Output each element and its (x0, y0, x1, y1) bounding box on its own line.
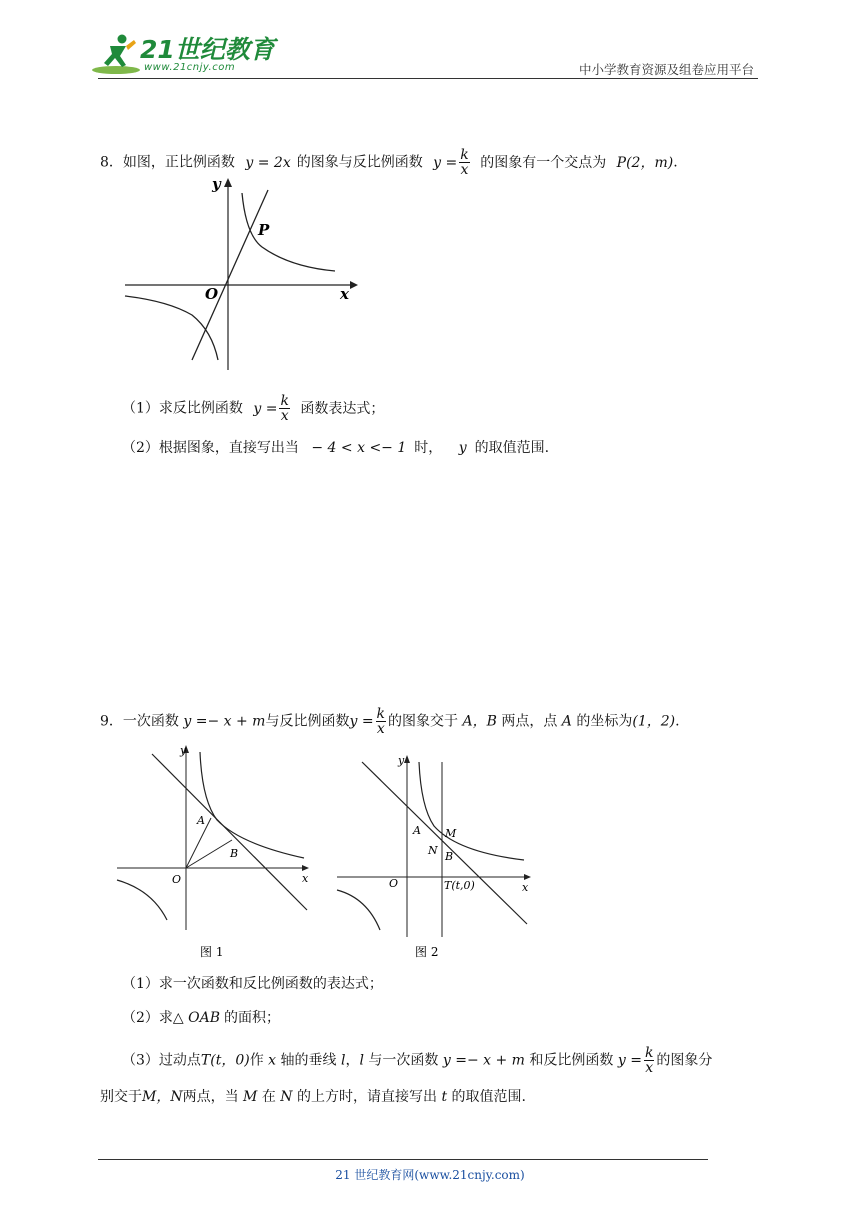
fig2-label-y: y (398, 754, 405, 767)
fig1-label-x: x (302, 872, 309, 885)
logo-url: www.21cnjy.com (144, 62, 236, 73)
fig2-label-o: O (389, 877, 399, 890)
q8-label-x: x (340, 285, 349, 303)
q9-sub2: （2）求△ OAB 的面积； (122, 1010, 281, 1026)
runner-logo-icon (92, 32, 142, 76)
fig1-hyperbola-branch-1 (200, 752, 304, 858)
q8-hyperbola-branch-2 (125, 296, 218, 360)
fig1-caption: 图 1 (200, 945, 224, 959)
fig1-label-y: y (180, 744, 187, 757)
q8-y-arrow-icon (224, 178, 232, 187)
fig2-label-m: M (445, 827, 457, 840)
q8-number: 8． (100, 154, 123, 171)
q8-label-y: y (212, 175, 221, 193)
q8-label-p: P (258, 221, 270, 239)
fig1-hyperbola-branch-2 (117, 880, 167, 920)
q9-sub3-line1: （3）过动点T(t，0)作 x 轴的垂线 l，l 与一次函数 y =− x + m 和反比例函数 y = $\frac{k}{x}$ 的图象分 (122, 1045, 713, 1076)
fig2-label-a: A (413, 824, 421, 837)
fig2-label-t: T(t,0) (444, 879, 475, 892)
q8-hyperbola-branch-1 (242, 193, 335, 271)
q8-eq-line: y = 2x (245, 154, 291, 171)
fig2-x-arrow-icon (524, 874, 531, 880)
q8-sub1: （1）求反比例函数 y = $\frac{k}{x}$ 函数表达式； (122, 393, 385, 424)
q9-sub1: （1）求一次函数和反比例函数的表达式； (122, 976, 383, 992)
q9-sub3-line2: 别交于M，N两点，当 M 在 N 的上方时，请直接写出 t 的取值范围. (100, 1089, 526, 1105)
fig1-label-a: A (197, 814, 205, 827)
site-logo (92, 32, 275, 78)
q9-figure-2 (332, 752, 542, 965)
q8-fraction: $\frac{k}{x}$ (460, 147, 469, 178)
q9-number: 9． (100, 713, 123, 730)
q8-figure (120, 175, 360, 375)
fig1-line (152, 754, 307, 910)
q8-sub2: （2）根据图象，直接写出当 − 4 < x <− 1 时， y 的取值范围. (122, 440, 550, 456)
fig1-label-b: B (230, 847, 239, 860)
footer-divider (98, 1159, 708, 1160)
q8-label-o: O (205, 285, 219, 303)
q8-inequality: − 4 < x <− 1 (311, 440, 407, 456)
q8-point: P(2，m) (616, 154, 674, 171)
fig2-label-n: N (428, 844, 438, 857)
q9-eq-line: y =− x + m (183, 713, 266, 730)
q9-fraction: $\frac{k}{x}$ (376, 706, 386, 737)
fig1-label-o: O (172, 873, 182, 886)
fig2-hyperbola-branch-2 (337, 890, 380, 930)
fig2-label-b: B (445, 850, 454, 863)
q8-stem: 8．如图，正比例函数 y = 2x 的图象与反比例函数 y = $\frac{k}{x}$ 的图象有一个交点为 P(2，m). (100, 147, 678, 178)
fig2-label-x: x (522, 881, 529, 894)
fig1-x-arrow-icon (302, 865, 309, 871)
logo-text: 21世纪教育 (140, 35, 275, 64)
q8-line (192, 190, 268, 360)
site-label: 中小学教育资源及组卷应用平台 (578, 62, 754, 77)
q9-figure-1 (112, 740, 322, 965)
footer-text[interactable]: 21 世纪教育网(www.21cnjy.com) (335, 1168, 525, 1182)
q8-x-arrow-icon (350, 281, 358, 289)
header-divider (98, 78, 758, 79)
fig2-caption: 图 2 (415, 945, 439, 959)
fig2-line (362, 762, 527, 924)
fig2-y-arrow-icon (404, 755, 410, 763)
q9-stem: 9．一次函数 y =− x + m与反比例函数y = $\frac{k}{x}$ 的图象交于 A，B 两点，点 A 的坐标为(1，2). (100, 706, 680, 737)
